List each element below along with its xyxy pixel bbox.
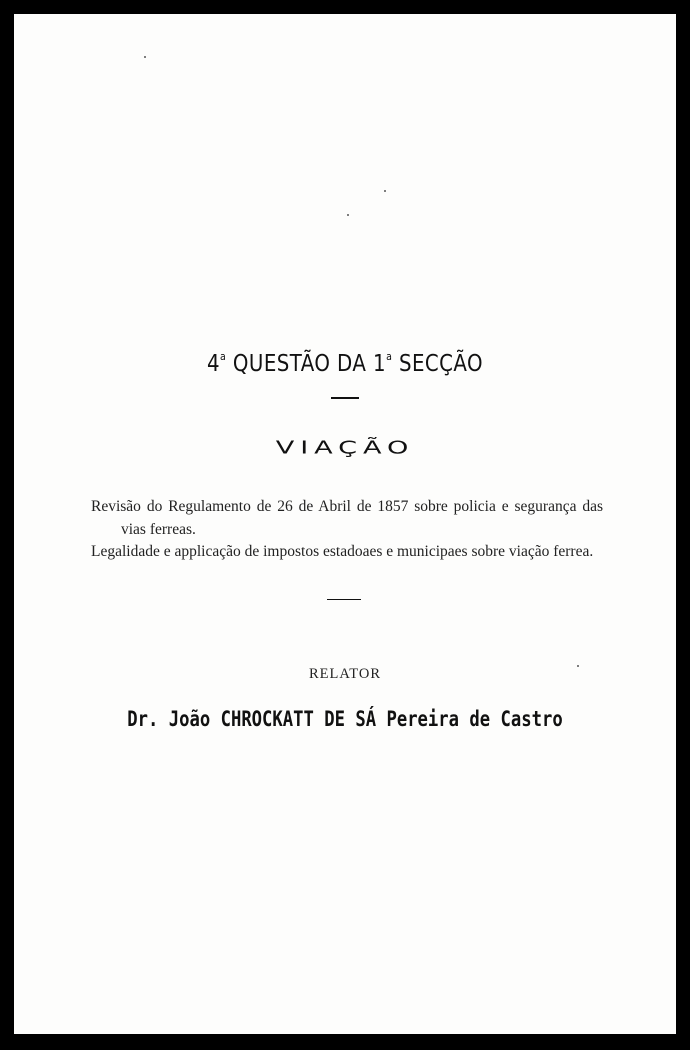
section-divider [327,599,361,600]
heading-text: QUESTÃO DA 1 [226,351,387,377]
heading-divider [331,397,359,399]
document-page [14,14,676,1034]
subject-title: VIAÇÃO [275,438,415,459]
role-label: RELATOR [309,666,381,682]
heading-number: 4 [206,351,220,377]
rapporteur-name: Dr. João CHROCKATT DE SÁ Pereira de Castro [127,707,563,731]
paper-speck [384,190,386,192]
section-heading [60,350,629,377]
heading-ordinal-mark: a [219,350,227,363]
topic-item: Legalidade e applicação de impostos estadoaes e municipaes sobre viação ferrea. [91,543,594,560]
heading-ordinal-mark-2: a [386,350,393,363]
paper-speck [577,665,579,667]
paper-speck [144,56,146,58]
paper-speck [347,214,349,216]
topic-item: Revisão do Regulamento de 26 de Abril de 1857 sobre policia e segurança das vias ferreas. [91,498,603,538]
topic-list [91,496,603,564]
heading-text-2: SECÇÃO [392,351,484,377]
